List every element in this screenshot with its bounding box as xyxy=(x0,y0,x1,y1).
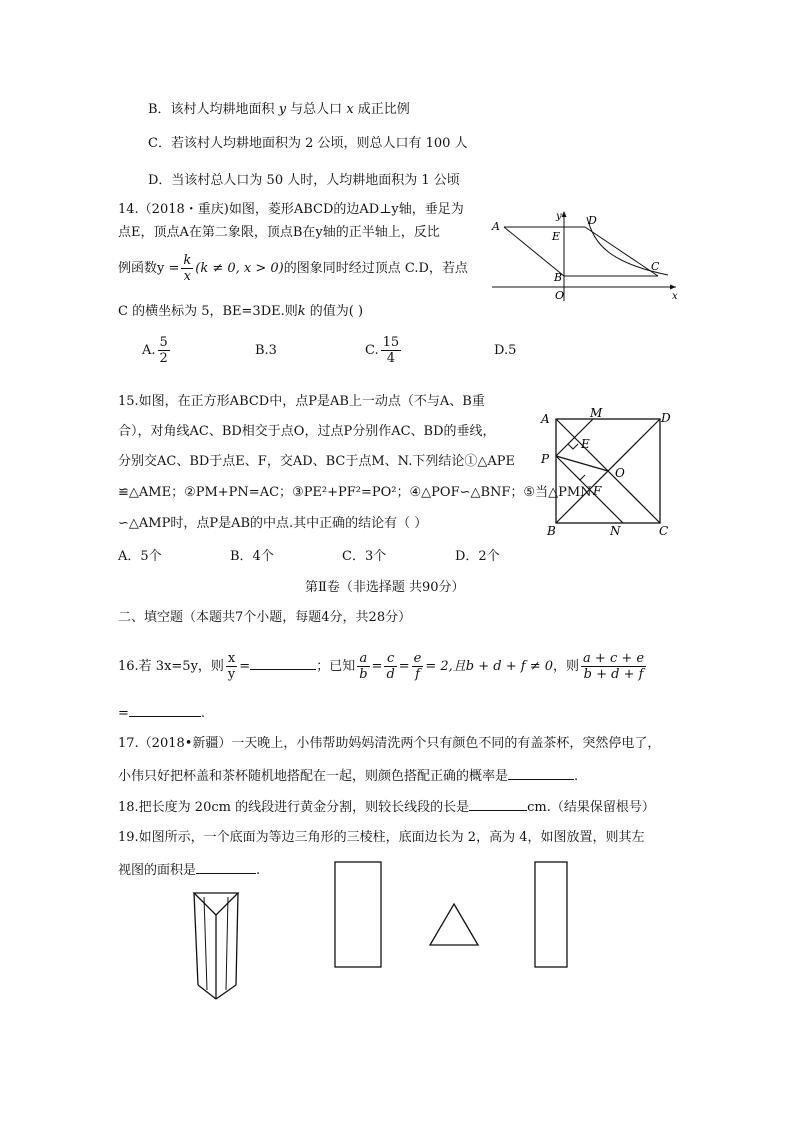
q16-blank1[interactable] xyxy=(250,656,316,670)
q18-line: 18.把长度为 20cm 的线段进行黄金分割，则较长线段的长是 cm.（结果保留根号） xyxy=(118,797,655,817)
fig15-label-a: A xyxy=(541,412,550,426)
fig15-label-b: B xyxy=(547,524,556,538)
q15-option-c: C．3个 xyxy=(342,549,387,564)
fig15-label-e: E xyxy=(581,437,590,451)
q16-line2: = . xyxy=(118,703,205,723)
q14-option-b: B.3 xyxy=(255,343,277,358)
q15-text-line1: 15.如图，在正方形ABCD中，点P是AB上一动点（不与A、B重 xyxy=(118,394,485,409)
q14-text-line1: 14.（2018・重庆)如图，菱形ABCD的边AD⊥y轴，垂足为 xyxy=(118,202,464,217)
q14-text-line4: C 的横坐标为 5，BE=3DE.则k 的值为( ) xyxy=(118,304,364,319)
q19-blank[interactable] xyxy=(196,860,256,874)
q19-line1: 19.如图所示，一个底面为等边三角形的三棱柱，底面边长为 2，高为 4，如图放置，则其左 xyxy=(118,830,645,845)
q17-blank[interactable] xyxy=(508,766,574,780)
fig15-label-p: P xyxy=(541,452,550,466)
q13-option-c: C．若该村人均耕地面积为 2 公顷，则总人口有 100 人 xyxy=(148,136,468,151)
fig15-label-d: D xyxy=(661,411,671,425)
q19-option-narrow-rectangle xyxy=(533,860,571,970)
q19-option-tall-rectangle xyxy=(333,860,385,970)
right-angle-e xyxy=(568,444,578,449)
q14-text-line2: 点E，顶点A在第二象限，顶点B在y轴的正半轴上，反比 xyxy=(118,225,440,240)
fig15-label-c: C xyxy=(659,524,669,538)
q15-option-a: A．5个 xyxy=(118,549,162,564)
rhombus-edge-dc xyxy=(585,227,658,276)
fig14-label-o: O xyxy=(555,289,565,302)
fig14-label-y: y xyxy=(556,211,562,222)
q14-function-fraction: $\frac{k}{x}$ xyxy=(183,253,192,284)
fig14-label-b: B xyxy=(554,271,563,284)
q14-figure xyxy=(486,205,686,305)
q17-line2: 小伟只好把杯盖和茶杯随机地搭配在一起，则颜色搭配正确的概率是 . xyxy=(118,766,578,786)
q16-blank2[interactable] xyxy=(129,703,201,717)
fig14-label-a: A xyxy=(492,220,500,233)
q15-option-b: B．4个 xyxy=(230,549,274,564)
section-title: 第Ⅱ卷（非选择题 共90分） xyxy=(305,580,465,595)
q17-line1: 17.（2018•新疆）一天晚上，小伟帮助妈妈清洗两个只有颜色不同的有盖茶杯，突然停电了， xyxy=(118,736,661,751)
q14-option-d: D.5 xyxy=(494,343,517,358)
fig15-label-m: M xyxy=(590,406,603,420)
q14-text-line3: 例函数y = $\frac{k}{x}$ (k ≠ 0, x > 0)的图象同时经过顶点 C.D，若点 xyxy=(118,253,468,284)
q14-option-c: C. $\frac{15}{4}$ xyxy=(365,335,400,366)
fig15-label-o: O xyxy=(615,466,625,480)
q13-option-d: D．当该村总人口为 50 人时，人均耕地面积为 1 公顷 xyxy=(148,173,460,188)
rhombus-edges-ab-bc xyxy=(504,227,658,276)
fig15-label-f: F xyxy=(593,484,602,498)
fig14-label-d: D xyxy=(588,214,597,227)
q19-line2: 视图的面积是 . xyxy=(118,860,260,880)
fig14-label-c: C xyxy=(651,260,660,273)
fig15-label-n: N xyxy=(610,524,621,538)
q19-option-triangle xyxy=(426,900,482,950)
q15-text-line2: 合），对角线AC、BD相交于点O，过点P分别作AC、BD的垂线， xyxy=(118,424,496,439)
q14-option-a: A. $\frac{5}{2}$ xyxy=(142,335,168,366)
prism-top-face xyxy=(194,893,238,915)
q15-text-line5: ∽△AMP时，点P是AB的中点.其中正确的结论有（ ） xyxy=(118,516,428,531)
q19-prism-figure xyxy=(188,885,248,1005)
q15-text-line3: 分别交AC、BD于点E、F，交AD、BC于点M、N.下列结论①△APE xyxy=(118,454,515,469)
q13-option-b: B．该村人均耕地面积 y 与总人口 x 成正比例 xyxy=(148,102,410,117)
q15-text-line4: ≌△AME；②PM+PN=AC；③PE²+PF²=PO²；④△POF∽△BNF；⑤当△PMN xyxy=(118,485,592,500)
q18-blank[interactable] xyxy=(469,797,527,811)
q15-option-d: D．2个 xyxy=(455,549,500,564)
q16-line1: 16.若 3x=5y，则 $\frac{x}{y}$ = ；已知 $\frac{a}{b}$ = $\frac{c}{d}$ = $\frac{e}{f}$ = 2,且b + d + f ≠ 0，则 $\frac{a + c + e}{b + d + f}$ xyxy=(118,651,645,682)
fig14-label-e: E xyxy=(552,230,561,243)
fig14-label-x: x xyxy=(672,291,678,302)
fill-in-header: 二、填空题（本题共7个小题，每题4分，共28分） xyxy=(118,610,412,625)
q15-figure xyxy=(538,405,678,540)
